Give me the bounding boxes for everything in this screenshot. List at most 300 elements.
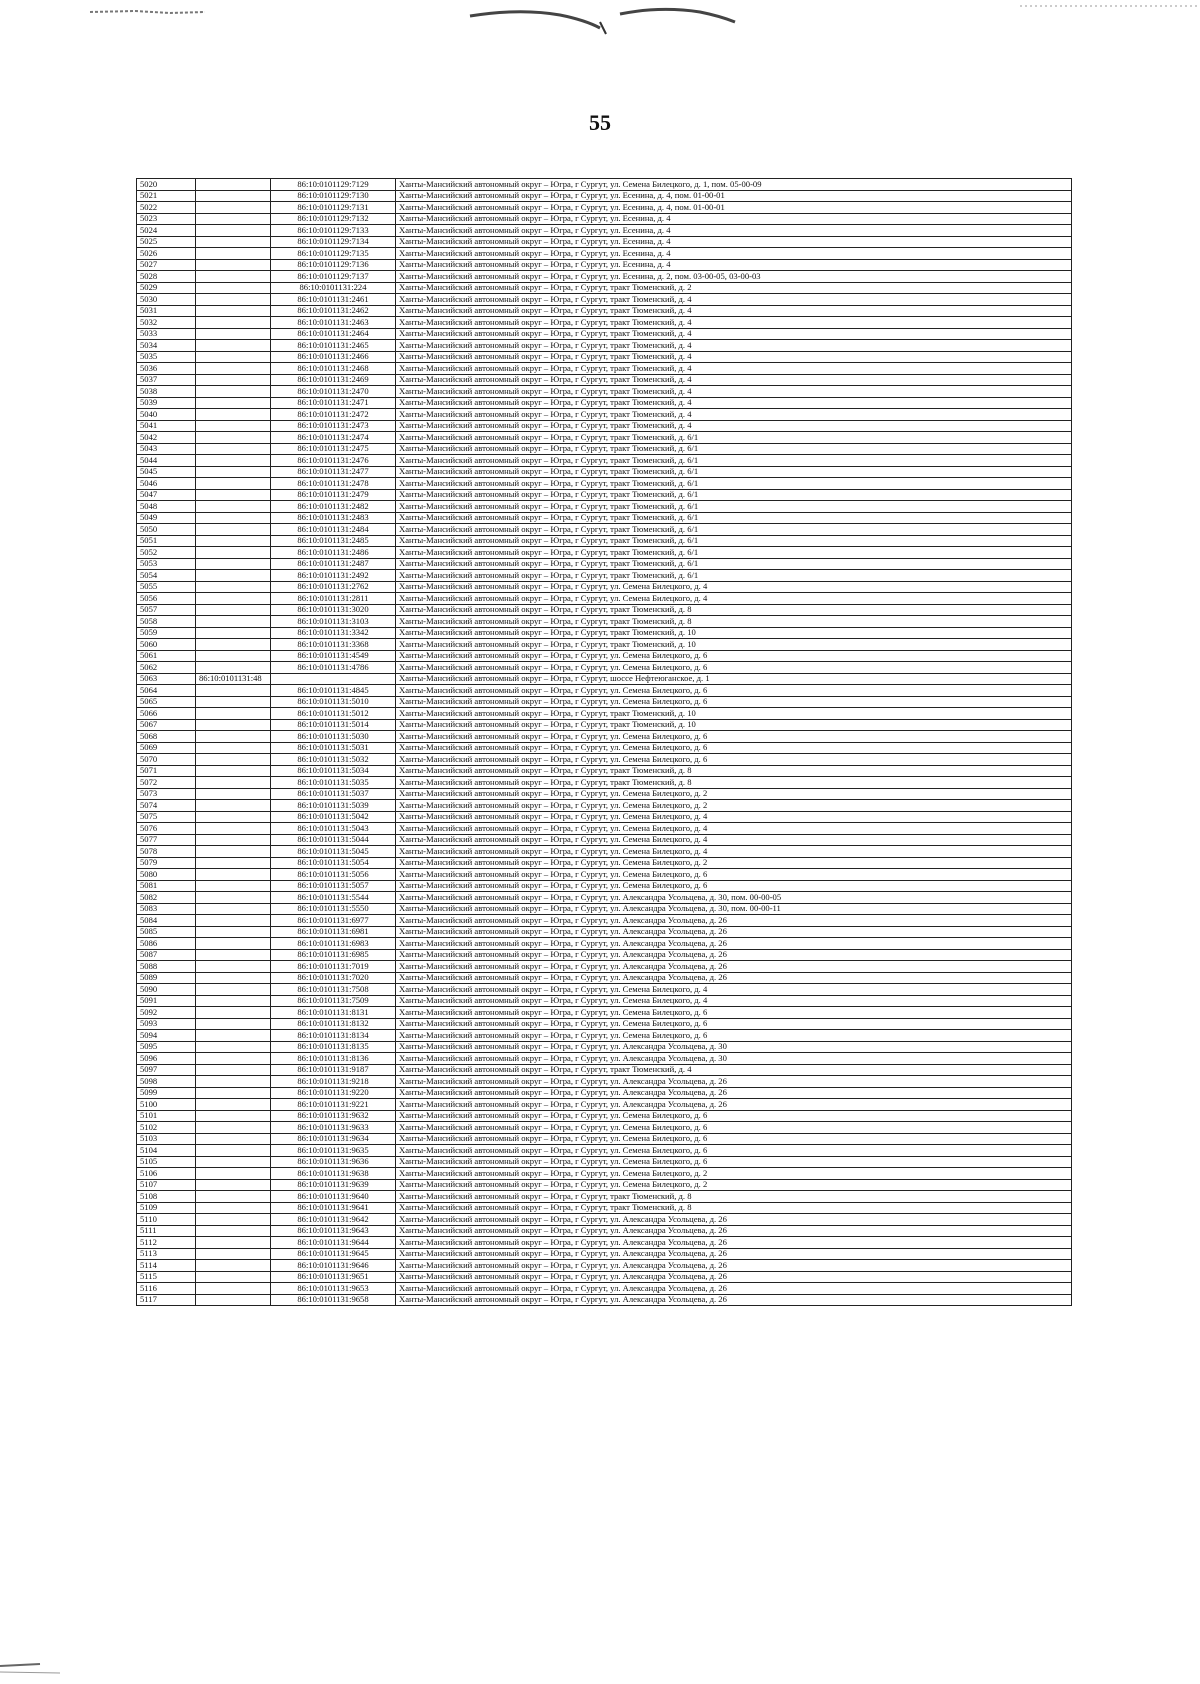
row-number-cell: 5096 (137, 1053, 196, 1065)
address-cell: Ханты-Мансийский автономный округ – Югра, г Сургут, ул. Александра Усольцева, д. 26 (396, 961, 1072, 973)
row-number-cell: 5087 (137, 949, 196, 961)
row-number-cell: 5095 (137, 1041, 196, 1053)
address-cell: Ханты-Мансийский автономный округ – Югра, г Сургут, ул. Семена Билецкого, д. 2 (396, 857, 1072, 869)
address-cell: Ханты-Мансийский автономный округ – Югра, г Сургут, тракт Тюменский, д. 8 (396, 765, 1072, 777)
cadastral-number-cell: 86:10:0101131:2492 (271, 570, 396, 582)
table-row (137, 627, 1072, 639)
table-row (137, 547, 1072, 559)
row-number-cell: 5057 (137, 604, 196, 616)
previous-cadastral-number-cell (196, 1294, 271, 1306)
address-cell: Ханты-Мансийский автономный округ – Югра, г Сургут, ул. Семена Билецкого, д. 4 (396, 984, 1072, 996)
table-row (137, 1076, 1072, 1088)
table-row (137, 282, 1072, 294)
address-cell: Ханты-Мансийский автономный округ – Югра, г Сургут, ул. Семена Билецкого, д. 2 (396, 1179, 1072, 1191)
previous-cadastral-number-cell (196, 1191, 271, 1203)
address-cell: Ханты-Мансийский автономный округ – Югра, г Сургут, ул. Есенина, д. 4 (396, 213, 1072, 225)
table-row (137, 834, 1072, 846)
address-cell: Ханты-Мансийский автономный округ – Югра, г Сургут, ул. Семена Билецкого, д. 6 (396, 1030, 1072, 1042)
row-number-cell: 5114 (137, 1260, 196, 1272)
row-number-cell: 5059 (137, 627, 196, 639)
row-number-cell: 5110 (137, 1214, 196, 1226)
previous-cadastral-number-cell (196, 765, 271, 777)
table-row (137, 1294, 1072, 1306)
address-cell: Ханты-Мансийский автономный округ – Югра, г Сургут, тракт Тюменский, д. 10 (396, 719, 1072, 731)
previous-cadastral-number-cell (196, 903, 271, 915)
cadastral-number-cell: 86:10:0101129:7136 (271, 259, 396, 271)
table-row (137, 972, 1072, 984)
table-row (137, 846, 1072, 858)
cadastral-number-cell: 86:10:0101131:9645 (271, 1248, 396, 1260)
cadastral-number-cell: 86:10:0101131:5043 (271, 823, 396, 835)
cadastral-number-cell: 86:10:0101131:2486 (271, 547, 396, 559)
row-number-cell: 5111 (137, 1225, 196, 1237)
table-row (137, 800, 1072, 812)
cadastral-number-cell: 86:10:0101131:2475 (271, 443, 396, 455)
previous-cadastral-number-cell (196, 696, 271, 708)
address-cell: Ханты-Мансийский автономный округ – Югра, г Сургут, ул. Александра Усольцева, д. 30 (396, 1053, 1072, 1065)
previous-cadastral-number-cell (196, 1214, 271, 1226)
row-number-cell: 5066 (137, 708, 196, 720)
cadastral-number-cell: 86:10:0101131:6983 (271, 938, 396, 950)
previous-cadastral-number-cell (196, 259, 271, 271)
cadastral-number-cell: 86:10:0101131:9646 (271, 1260, 396, 1272)
table-row (137, 892, 1072, 904)
cadastral-number-cell: 86:10:0101131:2483 (271, 512, 396, 524)
address-cell: Ханты-Мансийский автономный округ – Югра, г Сургут, ул. Александра Усольцева, д. 26 (396, 1087, 1072, 1099)
cadastral-number-cell: 86:10:0101131:9221 (271, 1099, 396, 1111)
cadastral-number-cell: 86:10:0101131:9651 (271, 1271, 396, 1283)
cadastral-number-cell: 86:10:0101131:5042 (271, 811, 396, 823)
table-row (137, 915, 1072, 927)
address-cell: Ханты-Мансийский автономный округ – Югра, г Сургут, ул. Есенина, д. 4 (396, 225, 1072, 237)
previous-cadastral-number-cell (196, 213, 271, 225)
table-row (137, 225, 1072, 237)
row-number-cell: 5020 (137, 179, 196, 191)
previous-cadastral-number-cell (196, 984, 271, 996)
table-row (137, 696, 1072, 708)
address-cell: Ханты-Мансийский автономный округ – Югра, г Сургут, тракт Тюменский, д. 6/1 (396, 547, 1072, 559)
cadastral-number-cell: 86:10:0101129:7134 (271, 236, 396, 248)
row-number-cell: 5051 (137, 535, 196, 547)
address-cell: Ханты-Мансийский автономный округ – Югра, г Сургут, ул. Есенина, д. 4, пом. 01-00-01 (396, 202, 1072, 214)
table-row (137, 386, 1072, 398)
previous-cadastral-number-cell (196, 489, 271, 501)
row-number-cell: 5093 (137, 1018, 196, 1030)
cadastral-number-cell: 86:10:0101131:9658 (271, 1294, 396, 1306)
row-number-cell: 5075 (137, 811, 196, 823)
row-number-cell: 5101 (137, 1110, 196, 1122)
table-row (137, 581, 1072, 593)
row-number-cell: 5027 (137, 259, 196, 271)
row-number-cell: 5053 (137, 558, 196, 570)
table-row (137, 1168, 1072, 1180)
previous-cadastral-number-cell (196, 627, 271, 639)
cadastral-number-cell: 86:10:0101129:7130 (271, 190, 396, 202)
row-number-cell: 5104 (137, 1145, 196, 1157)
cadastral-number-cell: 86:10:0101129:7131 (271, 202, 396, 214)
row-number-cell: 5071 (137, 765, 196, 777)
table-row (137, 213, 1072, 225)
row-number-cell: 5068 (137, 731, 196, 743)
previous-cadastral-number-cell (196, 305, 271, 317)
cadastral-number-cell: 86:10:0101131:8135 (271, 1041, 396, 1053)
address-cell: Ханты-Мансийский автономный округ – Югра, г Сургут, ул. Семена Билецкого, д. 4 (396, 811, 1072, 823)
row-number-cell: 5035 (137, 351, 196, 363)
row-number-cell: 5034 (137, 340, 196, 352)
cadastral-number-cell: 86:10:0101131:9633 (271, 1122, 396, 1134)
address-cell: Ханты-Мансийский автономный округ – Югра, г Сургут, ул. Есенина, д. 4 (396, 259, 1072, 271)
previous-cadastral-number-cell (196, 351, 271, 363)
table-row (137, 489, 1072, 501)
cadastral-number-cell: 86:10:0101131:5035 (271, 777, 396, 789)
cadastral-number-cell: 86:10:0101131:2472 (271, 409, 396, 421)
previous-cadastral-number-cell (196, 282, 271, 294)
address-cell: Ханты-Мансийский автономный округ – Югра, г Сургут, тракт Тюменский, д. 8 (396, 777, 1072, 789)
row-number-cell: 5038 (137, 386, 196, 398)
row-number-cell: 5055 (137, 581, 196, 593)
table-row (137, 1122, 1072, 1134)
row-number-cell: 5074 (137, 800, 196, 812)
previous-cadastral-number-cell (196, 570, 271, 582)
previous-cadastral-number-cell (196, 363, 271, 375)
table-row (137, 1041, 1072, 1053)
table-row (137, 259, 1072, 271)
row-number-cell: 5073 (137, 788, 196, 800)
cadastral-number-cell: 86:10:0101131:5010 (271, 696, 396, 708)
row-number-cell: 5090 (137, 984, 196, 996)
table-row (137, 961, 1072, 973)
table-row (137, 1179, 1072, 1191)
address-cell: Ханты-Мансийский автономный округ – Югра, г Сургут, ул. Александра Усольцева, д. 26 (396, 1214, 1072, 1226)
address-cell: Ханты-Мансийский автономный округ – Югра, г Сургут, тракт Тюменский, д. 2 (396, 282, 1072, 294)
row-number-cell: 5086 (137, 938, 196, 950)
previous-cadastral-number-cell (196, 1030, 271, 1042)
row-number-cell: 5079 (137, 857, 196, 869)
row-number-cell: 5116 (137, 1283, 196, 1295)
previous-cadastral-number-cell (196, 708, 271, 720)
cadastral-number-cell: 86:10:0101131:7020 (271, 972, 396, 984)
previous-cadastral-number-cell (196, 466, 271, 478)
previous-cadastral-number-cell (196, 926, 271, 938)
address-cell: Ханты-Мансийский автономный округ – Югра, г Сургут, ул. Семена Билецкого, д. 6 (396, 650, 1072, 662)
row-number-cell: 5036 (137, 363, 196, 375)
table-row (137, 673, 1072, 685)
cadastral-number-cell: 86:10:0101131:8131 (271, 1007, 396, 1019)
address-cell: Ханты-Мансийский автономный округ – Югра, г Сургут, ул. Семена Билецкого, д. 6 (396, 1133, 1072, 1145)
address-cell: Ханты-Мансийский автономный округ – Югра, г Сургут, ул. Семена Билецкого, д. 6 (396, 1145, 1072, 1157)
address-cell: Ханты-Мансийский автономный округ – Югра, г Сургут, ул. Семена Билецкого, д. 6 (396, 662, 1072, 674)
row-number-cell: 5025 (137, 236, 196, 248)
cadastral-number-cell: 86:10:0101131:4845 (271, 685, 396, 697)
row-number-cell: 5042 (137, 432, 196, 444)
address-cell: Ханты-Мансийский автономный округ – Югра, г Сургут, ул. Семена Билецкого, д. 4 (396, 823, 1072, 835)
address-cell: Ханты-Мансийский автономный округ – Югра, г Сургут, ул. Семена Билецкого, д. 6 (396, 1122, 1072, 1134)
address-cell: Ханты-Мансийский автономный округ – Югра, г Сургут, тракт Тюменский, д. 4 (396, 317, 1072, 329)
row-number-cell: 5022 (137, 202, 196, 214)
address-cell: Ханты-Мансийский автономный округ – Югра, г Сургут, ул. Александра Усольцева, д. 26 (396, 972, 1072, 984)
cadastral-number-cell (271, 673, 396, 685)
cadastral-number-cell: 86:10:0101131:5012 (271, 708, 396, 720)
address-cell: Ханты-Мансийский автономный округ – Югра, г Сургут, ул. Александра Усольцева, д. 30, пом. 00-00-11 (396, 903, 1072, 915)
table-row (137, 374, 1072, 386)
row-number-cell: 5048 (137, 501, 196, 513)
cadastral-number-cell: 86:10:0101131:3020 (271, 604, 396, 616)
table-row (137, 616, 1072, 628)
address-cell: Ханты-Мансийский автономный округ – Югра, г Сургут, тракт Тюменский, д. 6/1 (396, 432, 1072, 444)
address-cell: Ханты-Мансийский автономный округ – Югра, г Сургут, тракт Тюменский, д. 6/1 (396, 535, 1072, 547)
table-row (137, 328, 1072, 340)
cadastral-number-cell: 86:10:0101131:5544 (271, 892, 396, 904)
address-cell: Ханты-Мансийский автономный округ – Югра, г Сургут, тракт Тюменский, д. 4 (396, 420, 1072, 432)
address-cell: Ханты-Мансийский автономный округ – Югра, г Сургут, ул. Александра Усольцева, д. 26 (396, 926, 1072, 938)
address-cell: Ханты-Мансийский автономный округ – Югра, г Сургут, ул. Семена Билецкого, д. 6 (396, 1007, 1072, 1019)
cadastral-number-cell: 86:10:0101131:2463 (271, 317, 396, 329)
cadastral-number-cell: 86:10:0101131:5045 (271, 846, 396, 858)
row-number-cell: 5030 (137, 294, 196, 306)
cadastral-number-cell: 86:10:0101131:9642 (271, 1214, 396, 1226)
row-number-cell: 5078 (137, 846, 196, 858)
cadastral-number-cell: 86:10:0101131:2465 (271, 340, 396, 352)
table-row (137, 432, 1072, 444)
table-row (137, 1271, 1072, 1283)
previous-cadastral-number-cell (196, 374, 271, 386)
address-cell: Ханты-Мансийский автономный округ – Югра, г Сургут, тракт Тюменский, д. 4 (396, 397, 1072, 409)
table-row (137, 570, 1072, 582)
table-row (137, 719, 1072, 731)
row-number-cell: 5061 (137, 650, 196, 662)
row-number-cell: 5112 (137, 1237, 196, 1249)
address-cell: Ханты-Мансийский автономный округ – Югра, г Сургут, ул. Семена Билецкого, д. 6 (396, 685, 1072, 697)
address-cell: Ханты-Мансийский автономный округ – Югра, г Сургут, тракт Тюменский, д. 6/1 (396, 558, 1072, 570)
address-cell: Ханты-Мансийский автономный округ – Югра, г Сургут, ул. Александра Усольцева, д. 26 (396, 949, 1072, 961)
cadastral-number-cell: 86:10:0101131:7508 (271, 984, 396, 996)
previous-cadastral-number-cell (196, 443, 271, 455)
table-row (137, 1110, 1072, 1122)
address-cell: Ханты-Мансийский автономный округ – Югра, г Сургут, ул. Александра Усольцева, д. 26 (396, 1237, 1072, 1249)
table-row (137, 1053, 1072, 1065)
previous-cadastral-number-cell (196, 593, 271, 605)
cadastral-number-cell: 86:10:0101131:9635 (271, 1145, 396, 1157)
row-number-cell: 5085 (137, 926, 196, 938)
address-cell: Ханты-Мансийский автономный округ – Югра, г Сургут, тракт Тюменский, д. 4 (396, 409, 1072, 421)
table-row (137, 639, 1072, 651)
address-cell: Ханты-Мансийский автономный округ – Югра, г Сургут, ул. Александра Усольцева, д. 26 (396, 1225, 1072, 1237)
cadastral-number-cell: 86:10:0101131:6985 (271, 949, 396, 961)
address-cell: Ханты-Мансийский автономный округ – Югра, г Сургут, ул. Александра Усольцева, д. 26 (396, 915, 1072, 927)
previous-cadastral-number-cell (196, 202, 271, 214)
previous-cadastral-number-cell (196, 834, 271, 846)
previous-cadastral-number-cell (196, 1179, 271, 1191)
table-row (137, 1007, 1072, 1019)
cadastral-number-cell: 86:10:0101131:5039 (271, 800, 396, 812)
previous-cadastral-number-cell (196, 880, 271, 892)
address-cell: Ханты-Мансийский автономный округ – Югра, г Сургут, тракт Тюменский, д. 4 (396, 374, 1072, 386)
address-cell: Ханты-Мансийский автономный округ – Югра, г Сургут, ул. Семена Билецкого, д. 4 (396, 581, 1072, 593)
previous-cadastral-number-cell (196, 478, 271, 490)
table-row (137, 190, 1072, 202)
row-number-cell: 5060 (137, 639, 196, 651)
address-cell: Ханты-Мансийский автономный округ – Югра, г Сургут, ул. Александра Усольцева, д. 26 (396, 1076, 1072, 1088)
cadastral-number-cell: 86:10:0101131:224 (271, 282, 396, 294)
row-number-cell: 5077 (137, 834, 196, 846)
row-number-cell: 5082 (137, 892, 196, 904)
previous-cadastral-number-cell (196, 800, 271, 812)
table-row (137, 420, 1072, 432)
cadastral-number-cell: 86:10:0101131:2476 (271, 455, 396, 467)
row-number-cell: 5069 (137, 742, 196, 754)
address-cell: Ханты-Мансийский автономный округ – Югра, г Сургут, ул. Семена Билецкого, д. 1, пом. 05-00-09 (396, 179, 1072, 191)
address-cell: Ханты-Мансийский автономный округ – Югра, г Сургут, ул. Семена Билецкого, д. 4 (396, 593, 1072, 605)
previous-cadastral-number-cell (196, 846, 271, 858)
table-row (137, 1018, 1072, 1030)
cadastral-number-cell: 86:10:0101131:2470 (271, 386, 396, 398)
previous-cadastral-number-cell (196, 1202, 271, 1214)
table-row (137, 811, 1072, 823)
address-cell: Ханты-Мансийский автономный округ – Югра, г Сургут, тракт Тюменский, д. 4 (396, 351, 1072, 363)
row-number-cell: 5028 (137, 271, 196, 283)
previous-cadastral-number-cell (196, 639, 271, 651)
cadastral-number-cell: 86:10:0101131:5030 (271, 731, 396, 743)
previous-cadastral-number-cell (196, 1053, 271, 1065)
cadastral-number-cell: 86:10:0101131:2485 (271, 535, 396, 547)
address-cell: Ханты-Мансийский автономный округ – Югра, г Сургут, тракт Тюменский, д. 4 (396, 328, 1072, 340)
cadastral-number-cell: 86:10:0101131:2811 (271, 593, 396, 605)
cadastral-number-cell: 86:10:0101131:2461 (271, 294, 396, 306)
table-row (137, 466, 1072, 478)
row-number-cell: 5084 (137, 915, 196, 927)
previous-cadastral-number-cell (196, 1283, 271, 1295)
table-row (137, 949, 1072, 961)
address-cell: Ханты-Мансийский автономный округ – Югра, г Сургут, ул. Семена Билецкого, д. 2 (396, 800, 1072, 812)
row-number-cell: 5076 (137, 823, 196, 835)
previous-cadastral-number-cell (196, 1271, 271, 1283)
address-cell: Ханты-Мансийский автономный округ – Югра, г Сургут, ул. Семена Билецкого, д. 6 (396, 731, 1072, 743)
table-row (137, 512, 1072, 524)
table-row (137, 535, 1072, 547)
cadastral-number-cell: 86:10:0101131:5014 (271, 719, 396, 731)
address-cell: Ханты-Мансийский автономный округ – Югра, г Сургут, ул. Александра Усольцева, д. 26 (396, 1248, 1072, 1260)
cadastral-number-cell: 86:10:0101131:2466 (271, 351, 396, 363)
cadastral-number-cell: 86:10:0101131:5031 (271, 742, 396, 754)
row-number-cell: 5067 (137, 719, 196, 731)
previous-cadastral-number-cell (196, 328, 271, 340)
row-number-cell: 5029 (137, 282, 196, 294)
table-row (137, 903, 1072, 915)
row-number-cell: 5054 (137, 570, 196, 582)
row-number-cell: 5046 (137, 478, 196, 490)
table-row (137, 1283, 1072, 1295)
previous-cadastral-number-cell (196, 1041, 271, 1053)
row-number-cell: 5037 (137, 374, 196, 386)
row-number-cell: 5115 (137, 1271, 196, 1283)
table-row (137, 271, 1072, 283)
previous-cadastral-number-cell (196, 512, 271, 524)
scan-artifact-top (0, 0, 1200, 40)
address-cell: Ханты-Мансийский автономный округ – Югра, г Сургут, ул. Есенина, д. 4, пом. 01-00-01 (396, 190, 1072, 202)
address-cell: Ханты-Мансийский автономный округ – Югра, г Сургут, тракт Тюменский, д. 8 (396, 1191, 1072, 1203)
address-cell: Ханты-Мансийский автономный округ – Югра, г Сургут, тракт Тюменский, д. 8 (396, 604, 1072, 616)
cadastral-number-cell: 86:10:0101131:9632 (271, 1110, 396, 1122)
cadastral-number-cell: 86:10:0101131:2484 (271, 524, 396, 536)
previous-cadastral-number-cell (196, 179, 271, 191)
cadastral-registry-table (136, 178, 1072, 1306)
previous-cadastral-number-cell (196, 1237, 271, 1249)
table-row (137, 409, 1072, 421)
scan-artifact-bottom (0, 1654, 1200, 1684)
cadastral-number-cell: 86:10:0101131:7019 (271, 961, 396, 973)
address-cell: Ханты-Мансийский автономный округ – Югра, г Сургут, ул. Александра Усольцева, д. 26 (396, 1294, 1072, 1306)
previous-cadastral-number-cell (196, 823, 271, 835)
table-row (137, 650, 1072, 662)
address-cell: Ханты-Мансийский автономный округ – Югра, г Сургут, тракт Тюменский, д. 4 (396, 1064, 1072, 1076)
table-row (137, 857, 1072, 869)
table-row (137, 1214, 1072, 1226)
address-cell: Ханты-Мансийский автономный округ – Югра, г Сургут, тракт Тюменский, д. 6/1 (396, 570, 1072, 582)
cadastral-number-cell: 86:10:0101131:5054 (271, 857, 396, 869)
previous-cadastral-number-cell (196, 190, 271, 202)
previous-cadastral-number-cell (196, 1225, 271, 1237)
row-number-cell: 5023 (137, 213, 196, 225)
previous-cadastral-number-cell (196, 409, 271, 421)
previous-cadastral-number-cell (196, 1110, 271, 1122)
previous-cadastral-number-cell (196, 294, 271, 306)
cadastral-number-cell: 86:10:0101131:2474 (271, 432, 396, 444)
address-cell: Ханты-Мансийский автономный округ – Югра, г Сургут, ул. Семена Билецкого, д. 6 (396, 754, 1072, 766)
cadastral-number-cell: 86:10:0101131:2462 (271, 305, 396, 317)
address-cell: Ханты-Мансийский автономный округ – Югра, г Сургут, ул. Есенина, д. 2, пом. 03-00-05, 03-00-03 (396, 271, 1072, 283)
cadastral-number-cell: 86:10:0101131:8134 (271, 1030, 396, 1042)
previous-cadastral-number-cell (196, 1122, 271, 1134)
row-number-cell: 5100 (137, 1099, 196, 1111)
cadastral-number-cell: 86:10:0101131:9640 (271, 1191, 396, 1203)
row-number-cell: 5083 (137, 903, 196, 915)
cadastral-number-cell: 86:10:0101131:9653 (271, 1283, 396, 1295)
previous-cadastral-number-cell (196, 995, 271, 1007)
row-number-cell: 5041 (137, 420, 196, 432)
address-cell: Ханты-Мансийский автономный округ – Югра, г Сургут, ул. Семена Билецкого, д. 4 (396, 834, 1072, 846)
cadastral-number-cell: 86:10:0101131:8136 (271, 1053, 396, 1065)
cadastral-number-cell: 86:10:0101131:2473 (271, 420, 396, 432)
row-number-cell: 5098 (137, 1076, 196, 1088)
address-cell: Ханты-Мансийский автономный округ – Югра, г Сургут, тракт Тюменский, д. 4 (396, 294, 1072, 306)
address-cell: Ханты-Мансийский автономный округ – Югра, г Сургут, тракт Тюменский, д. 6/1 (396, 501, 1072, 513)
address-cell: Ханты-Мансийский автономный округ – Югра, г Сургут, ул. Семена Билецкого, д. 6 (396, 880, 1072, 892)
table-row (137, 788, 1072, 800)
row-number-cell: 5072 (137, 777, 196, 789)
previous-cadastral-number-cell (196, 581, 271, 593)
previous-cadastral-number-cell (196, 972, 271, 984)
previous-cadastral-number-cell (196, 1076, 271, 1088)
cadastral-number-cell: 86:10:0101131:5550 (271, 903, 396, 915)
row-number-cell: 5108 (137, 1191, 196, 1203)
table-row (137, 363, 1072, 375)
address-cell: Ханты-Мансийский автономный округ – Югра, г Сургут, тракт Тюменский, д. 6/1 (396, 478, 1072, 490)
address-cell: Ханты-Мансийский автономный округ – Югра, г Сургут, ул. Семена Билецкого, д. 6 (396, 742, 1072, 754)
row-number-cell: 5047 (137, 489, 196, 501)
row-number-cell: 5044 (137, 455, 196, 467)
table-row (137, 478, 1072, 490)
table-row (137, 179, 1072, 191)
address-cell: Ханты-Мансийский автономный округ – Югра, г Сургут, ул. Семена Билецкого, д. 6 (396, 696, 1072, 708)
previous-cadastral-number-cell (196, 1007, 271, 1019)
previous-cadastral-number-cell (196, 719, 271, 731)
previous-cadastral-number-cell (196, 317, 271, 329)
row-number-cell: 5088 (137, 961, 196, 973)
previous-cadastral-number-cell (196, 225, 271, 237)
table-row (137, 685, 1072, 697)
address-cell: Ханты-Мансийский автономный округ – Югра, г Сургут, ул. Есенина, д. 4 (396, 236, 1072, 248)
address-cell: Ханты-Мансийский автономный округ – Югра, г Сургут, тракт Тюменский, д. 6/1 (396, 443, 1072, 455)
